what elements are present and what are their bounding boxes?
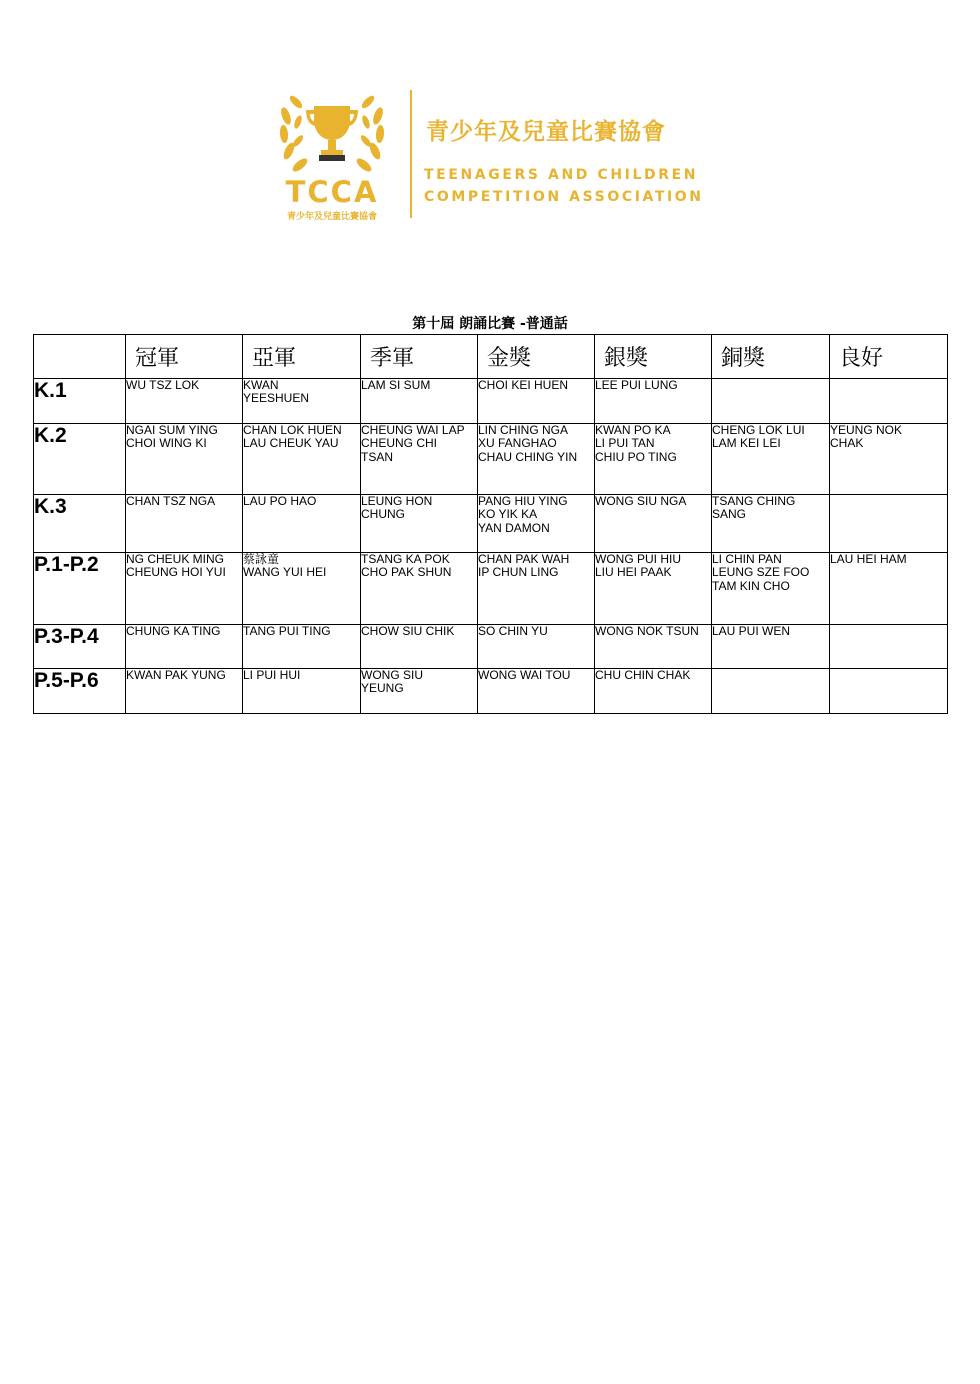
award-cell	[126, 669, 243, 714]
winner-name: LAU HEI HAM	[830, 552, 907, 566]
winner-name: CHUNG	[361, 507, 405, 522]
award-cell	[830, 669, 948, 714]
award-cell	[361, 379, 478, 424]
award-cell	[126, 379, 243, 424]
winner-name: XU FANGHAO	[478, 436, 557, 451]
winner-name: TSANG KA POK	[361, 552, 450, 566]
winner-name: YEUNG	[361, 681, 404, 696]
level-label: K.2	[34, 424, 126, 495]
winner-name: TSANG CHING	[712, 494, 796, 508]
winner-name: TSAN	[361, 449, 394, 464]
level-label: P.3-P.4	[34, 625, 126, 669]
award-cell	[243, 625, 361, 669]
award-cell	[243, 379, 361, 424]
table-row	[34, 553, 948, 625]
winner-name: KO YIK KA	[478, 507, 538, 522]
winner-name: KWAN PO KA	[595, 423, 671, 437]
winner-name: CHAN LOK HUEN	[243, 423, 342, 437]
winner-name: LI CHIN PAN	[712, 552, 782, 566]
table-row	[34, 379, 948, 424]
header-gold-award: 金獎	[478, 335, 595, 379]
trophy-wreath-icon	[276, 86, 388, 181]
winner-name: LIN CHING NGA	[478, 423, 569, 437]
winner-name: YEESHUEN	[243, 391, 310, 406]
winner-name: CHAN PAK WAH	[478, 552, 570, 566]
winner-name: LEE PUI LUNG	[595, 378, 678, 392]
winner-name: WONG NOK TSUN	[595, 624, 699, 638]
header-first-runner-up: 亞軍	[243, 335, 361, 379]
table-row	[34, 424, 948, 495]
award-cell	[243, 553, 361, 625]
award-cell	[595, 495, 712, 553]
winner-name: LI PUI TAN	[595, 436, 655, 451]
award-cell	[830, 553, 948, 625]
award-cell	[595, 669, 712, 714]
winner-name: YEUNG NOK	[830, 423, 903, 437]
header-row	[34, 335, 948, 379]
table-row	[34, 495, 948, 553]
winner-name: LIU HEI PAAK	[595, 565, 672, 580]
level-label: P.1-P.2	[34, 553, 126, 625]
award-cell	[830, 495, 948, 553]
award-cell	[361, 625, 478, 669]
award-cell	[126, 553, 243, 625]
org-name-chinese: 青少年及兒童比賽協會	[426, 119, 666, 145]
winner-name: LEUNG SZE FOO	[712, 565, 810, 580]
winner-name: YAN DAMON	[478, 520, 550, 535]
award-cell	[478, 379, 595, 424]
winner-name: KWAN	[243, 378, 279, 392]
org-logo	[276, 86, 706, 226]
award-cell	[361, 669, 478, 714]
winner-name: WONG WAI TOU	[478, 668, 571, 682]
award-cell	[478, 424, 595, 495]
award-cell	[126, 424, 243, 495]
award-cell	[243, 495, 361, 553]
table-row	[34, 669, 948, 714]
award-cell	[595, 424, 712, 495]
header-champion: 冠軍	[126, 335, 243, 379]
competition-title: 第十屆 朗誦比賽 -普通話	[412, 316, 568, 332]
tcca-emblem	[276, 86, 388, 226]
winner-name: CHAU CHING YIN	[478, 449, 578, 464]
winner-name: SANG	[712, 507, 747, 522]
org-name-english-line2: COMPETITION ASSOCIATION	[424, 189, 704, 205]
level-label: P.5-P.6	[34, 669, 126, 714]
winner-name: NG CHEUK MING	[126, 552, 225, 566]
award-cell	[712, 669, 830, 714]
award-cell	[126, 495, 243, 553]
winner-name: LAM KEI LEI	[712, 436, 781, 451]
org-name-english-line1: TEENAGERS AND CHILDREN	[424, 167, 699, 183]
logo-divider	[410, 90, 412, 218]
award-cell	[361, 495, 478, 553]
winner-name: CHU CHIN CHAK	[595, 668, 691, 682]
winner-name: CHEUNG WAI LAP	[361, 423, 465, 437]
award-cell	[243, 669, 361, 714]
winner-name: LI PUI HUI	[243, 668, 301, 682]
winner-name: CHEUNG HOI YUI	[126, 565, 226, 580]
header-merit: 良好	[830, 335, 948, 379]
winner-name: LAU PUI WEN	[712, 624, 791, 638]
header-silver-award: 銀獎	[595, 335, 712, 379]
winner-name: SO CHIN YU	[478, 624, 548, 638]
award-cell	[712, 424, 830, 495]
award-cell	[478, 495, 595, 553]
award-cell	[830, 379, 948, 424]
winner-name: PANG HIU YING	[478, 494, 568, 508]
winner-name: WU TSZ LOK	[126, 378, 200, 392]
winner-name: KWAN PAK YUNG	[126, 668, 226, 682]
award-cell	[595, 625, 712, 669]
award-cell	[712, 495, 830, 553]
award-cell	[712, 625, 830, 669]
award-cell	[126, 625, 243, 669]
winner-name: LEUNG HON	[361, 494, 433, 508]
org-name-english	[424, 164, 704, 208]
award-cell	[595, 553, 712, 625]
level-label: K.1	[34, 379, 126, 424]
winner-name: LAM SI SUM	[361, 378, 431, 392]
winner-name: 蔡詠童	[243, 552, 280, 566]
winner-name: CHOW SIU CHIK	[361, 624, 455, 638]
winner-name: CHUNG KA TING	[126, 624, 221, 638]
winner-name: WONG SIU	[361, 668, 423, 682]
winner-name: LAU PO HAO	[243, 494, 317, 508]
winner-name: CHENG LOK LUI	[712, 423, 805, 437]
winner-name: CHOI WING KI	[126, 436, 207, 451]
award-cell	[712, 553, 830, 625]
winner-name: CHOI KEI HUEN	[478, 378, 569, 392]
winner-name: WONG SIU NGA	[595, 494, 687, 508]
winner-name: CHAN TSZ NGA	[126, 494, 216, 508]
winner-name: CHAK	[830, 436, 864, 451]
award-cell	[712, 379, 830, 424]
award-cell	[361, 553, 478, 625]
level-label: K.3	[34, 495, 126, 553]
emblem-subtitle: 青少年及兒童比賽協會	[286, 212, 377, 222]
winner-name: CHEUNG CHI	[361, 436, 438, 451]
award-cell	[478, 625, 595, 669]
emblem-acronym: TCCA	[285, 175, 379, 209]
winner-name: NGAI SUM YING	[126, 423, 218, 437]
award-cell	[830, 625, 948, 669]
award-cell	[478, 553, 595, 625]
results-table	[33, 334, 948, 714]
winner-name: WONG PUI HIU	[595, 552, 681, 566]
table-row	[34, 625, 948, 669]
winner-name: TANG PUI TING	[243, 624, 331, 638]
award-cell	[361, 424, 478, 495]
winner-name: TAM KIN CHO	[712, 578, 790, 593]
winner-name: WANG YUI HEI	[243, 565, 327, 580]
header-corner	[34, 335, 126, 379]
winner-name: CHIU PO TING	[595, 449, 677, 464]
header-second-runner-up: 季軍	[361, 335, 478, 379]
award-cell	[478, 669, 595, 714]
award-cell	[830, 424, 948, 495]
award-cell	[595, 379, 712, 424]
header-bronze-award: 銅獎	[712, 335, 830, 379]
award-cell	[243, 424, 361, 495]
winner-name: CHO PAK SHUN	[361, 565, 452, 580]
winner-name: LAU CHEUK YAU	[243, 436, 339, 451]
winner-name: IP CHUN LING	[478, 565, 559, 580]
